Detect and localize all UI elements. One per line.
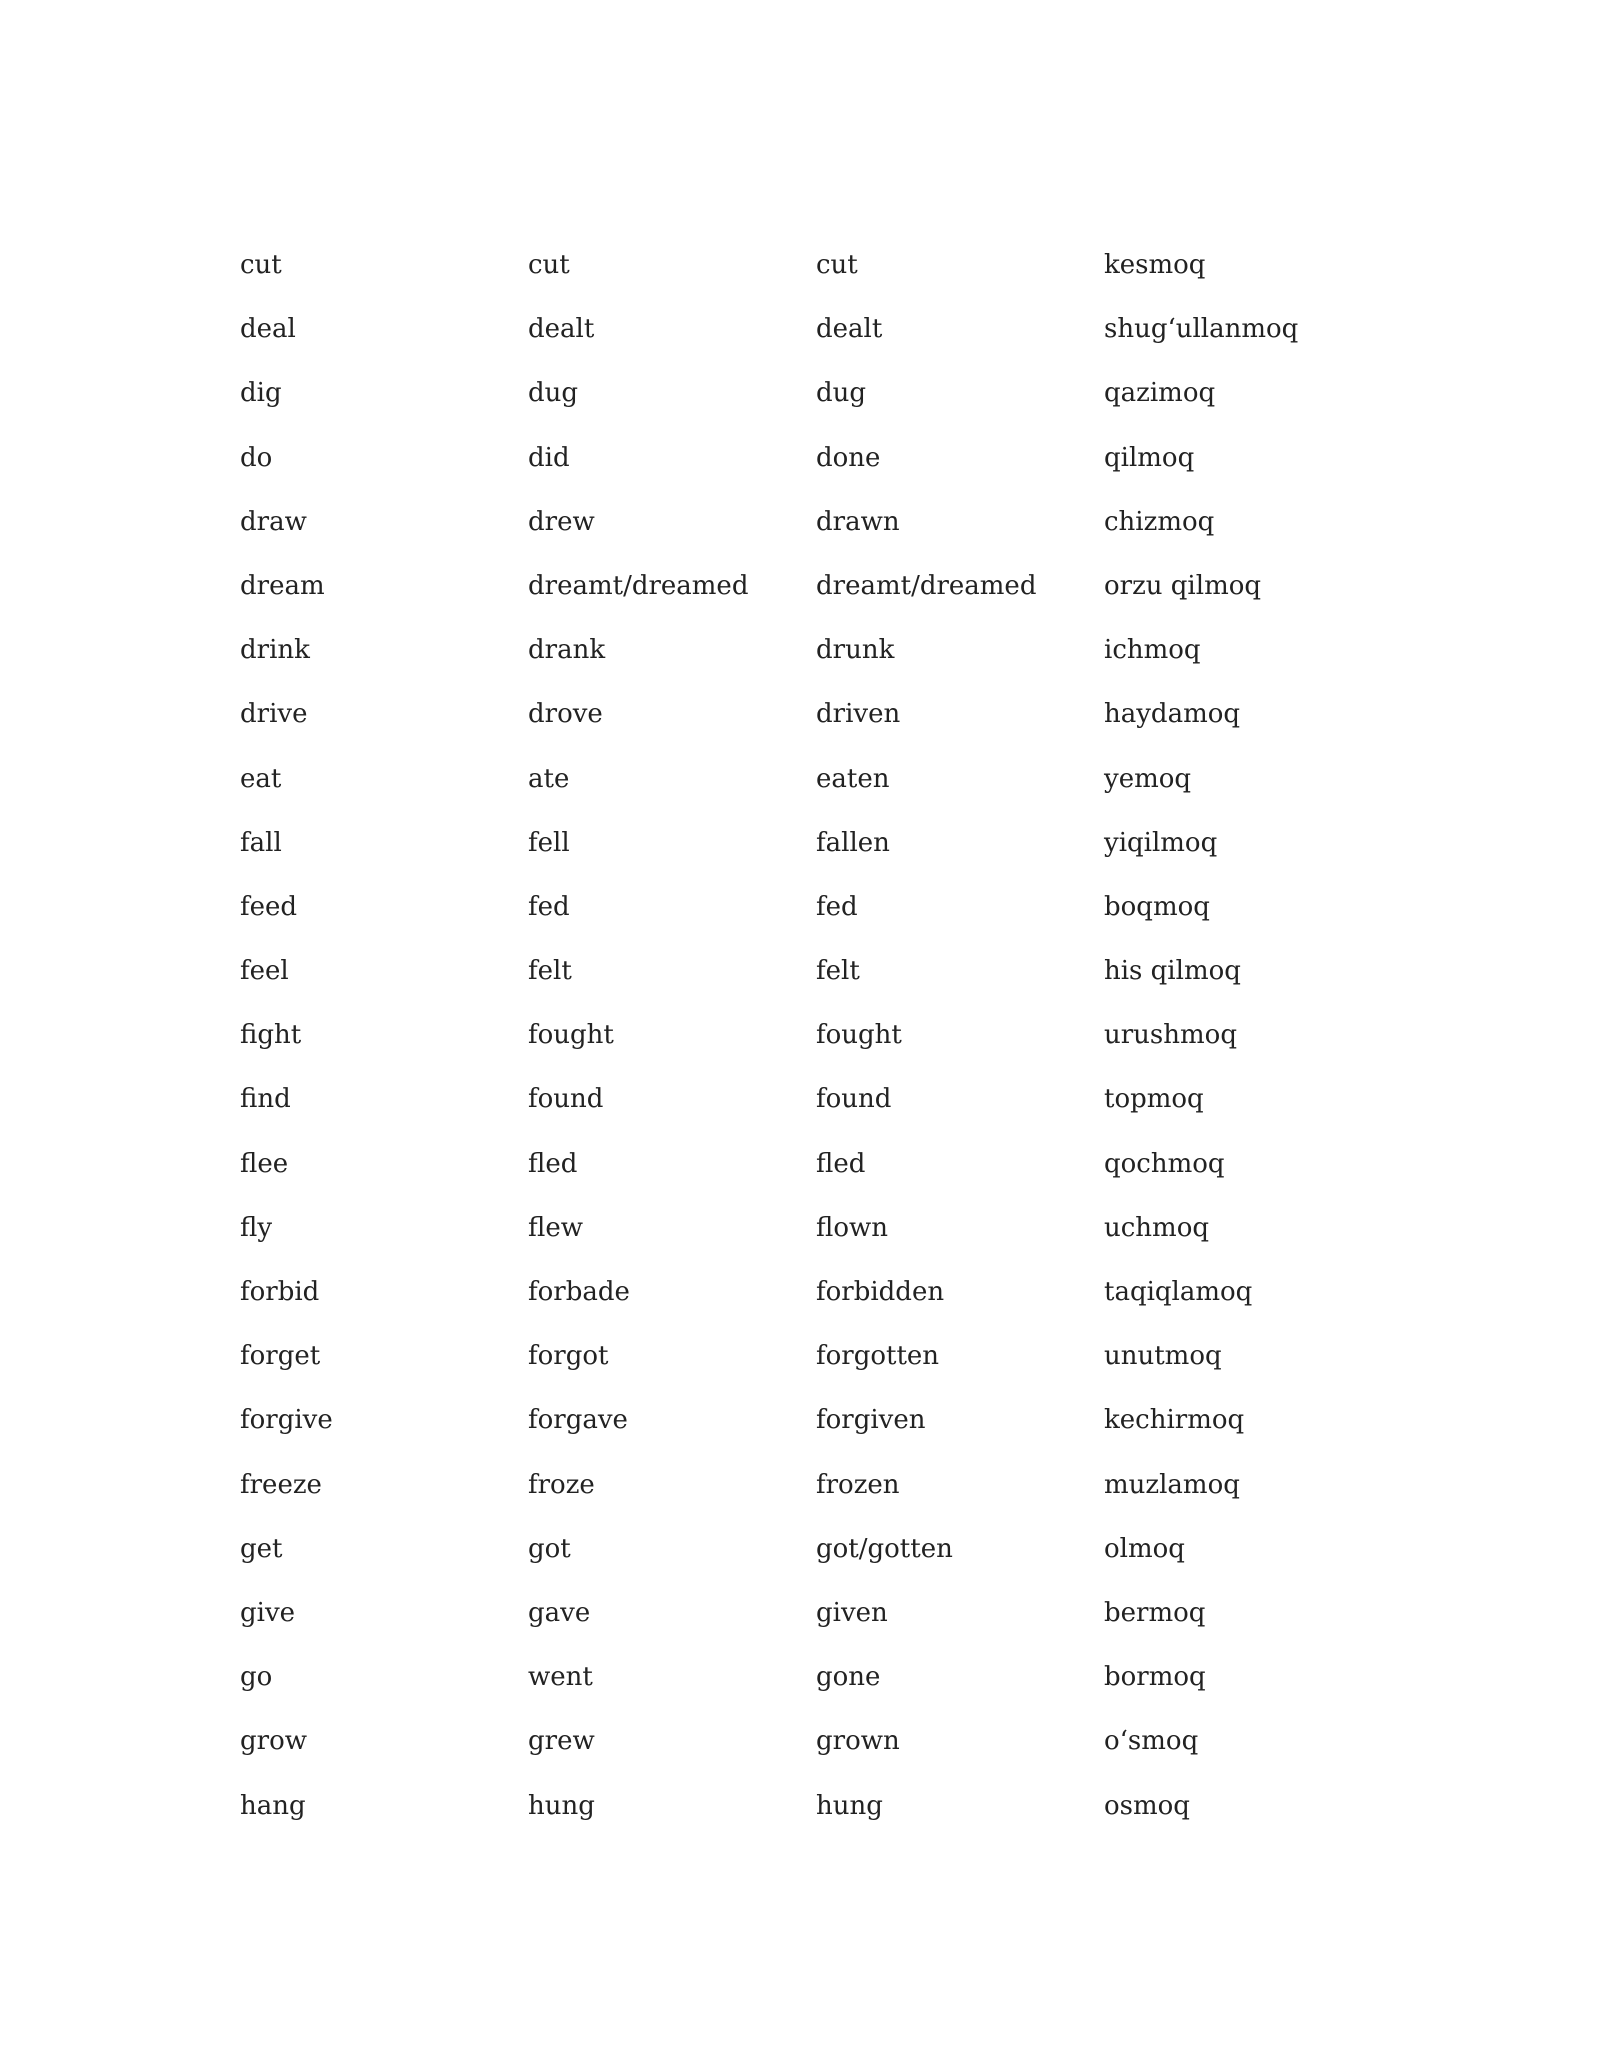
- translation-cell: topmoq: [1104, 1084, 1204, 1115]
- table-row: [240, 1082, 1370, 1146]
- base-form-cell: cut: [240, 250, 282, 280]
- base-form-cell: feel: [240, 956, 289, 987]
- table-row: [240, 1789, 1370, 1853]
- past-participle-cell: forgiven: [816, 1405, 926, 1436]
- table-row: [240, 441, 1370, 505]
- translation-cell: his qilmoq: [1104, 956, 1241, 987]
- base-form-cell: get: [240, 1533, 283, 1564]
- base-form-cell: draw: [240, 506, 307, 537]
- translation-cell: taqiqlamoq: [1104, 1277, 1253, 1307]
- table-row: [240, 1660, 1370, 1724]
- past-simple-cell: dug: [528, 378, 579, 409]
- base-form-cell: hang: [240, 1790, 306, 1821]
- table-row: [240, 697, 1370, 761]
- translation-cell: bormoq: [1104, 1662, 1206, 1693]
- translation-cell: kesmoq: [1104, 250, 1206, 280]
- translation-cell: unutmoq: [1104, 1341, 1222, 1372]
- table-row: [240, 633, 1370, 697]
- table-row: [240, 1147, 1370, 1211]
- past-simple-cell: gave: [528, 1597, 591, 1628]
- translation-cell: yiqilmoq: [1104, 827, 1218, 858]
- past-simple-cell: fought: [528, 1020, 614, 1051]
- translation-cell: urushmoq: [1104, 1020, 1237, 1051]
- base-form-cell: dig: [240, 378, 282, 409]
- past-participle-cell: got/gotten: [816, 1533, 953, 1564]
- past-simple-cell: froze: [528, 1469, 595, 1500]
- base-form-cell: drive: [240, 699, 308, 730]
- base-form-cell: fight: [240, 1020, 302, 1051]
- past-simple-cell: drank: [528, 635, 606, 666]
- past-simple-cell: forbade: [528, 1277, 630, 1307]
- translation-cell: shug‘ullanmoq: [1104, 314, 1299, 345]
- past-participle-cell: done: [816, 442, 881, 473]
- past-participle-cell: forbidden: [816, 1277, 945, 1307]
- table-row: [240, 954, 1370, 1018]
- translation-cell: ichmoq: [1104, 635, 1201, 666]
- table-row: [240, 1339, 1370, 1403]
- translation-cell: haydamoq: [1104, 699, 1241, 730]
- table-row: [240, 1211, 1370, 1275]
- past-participle-cell: drawn: [816, 506, 900, 537]
- base-form-cell: do: [240, 442, 273, 473]
- translation-cell: osmoq: [1104, 1790, 1190, 1821]
- base-form-cell: forbid: [240, 1277, 320, 1307]
- past-participle-cell: forgotten: [816, 1341, 940, 1372]
- past-participle-cell: fed: [816, 891, 858, 922]
- past-simple-cell: fed: [528, 891, 570, 922]
- base-form-cell: forgive: [240, 1405, 333, 1436]
- table-row: [240, 376, 1370, 440]
- past-participle-cell: fought: [816, 1020, 902, 1051]
- table-row: [240, 826, 1370, 890]
- past-simple-cell: fled: [528, 1148, 578, 1179]
- base-form-cell: go: [240, 1662, 273, 1693]
- base-form-cell: dream: [240, 570, 325, 601]
- translation-cell: bermoq: [1104, 1597, 1206, 1628]
- past-simple-cell: dreamt/dreamed: [528, 570, 749, 601]
- past-participle-cell: hung: [816, 1790, 883, 1821]
- past-participle-cell: driven: [816, 699, 901, 730]
- translation-cell: o‘smoq: [1104, 1726, 1199, 1757]
- past-simple-cell: hung: [528, 1790, 595, 1821]
- base-form-cell: feed: [240, 891, 298, 922]
- translation-cell: chizmoq: [1104, 506, 1215, 537]
- past-participle-cell: grown: [816, 1726, 900, 1757]
- base-form-cell: grow: [240, 1726, 307, 1757]
- past-participle-cell: drunk: [816, 635, 895, 666]
- table-row: [240, 1468, 1370, 1532]
- translation-cell: kechirmoq: [1104, 1405, 1245, 1436]
- past-simple-cell: drew: [528, 506, 595, 537]
- table-row: [240, 762, 1370, 826]
- past-simple-cell: flew: [528, 1212, 583, 1243]
- past-simple-cell: ate: [528, 763, 570, 794]
- table-row: [240, 312, 1370, 376]
- past-simple-cell: fell: [528, 827, 570, 858]
- base-form-cell: freeze: [240, 1469, 322, 1500]
- verb-table: [240, 248, 1370, 1853]
- translation-cell: qochmoq: [1104, 1148, 1225, 1179]
- past-simple-cell: drove: [528, 699, 603, 730]
- translation-cell: olmoq: [1104, 1533, 1185, 1564]
- translation-cell: qilmoq: [1104, 442, 1195, 473]
- past-participle-cell: cut: [816, 250, 858, 280]
- table-row: [240, 248, 1370, 312]
- past-simple-cell: went: [528, 1662, 593, 1693]
- past-participle-cell: felt: [816, 956, 860, 987]
- table-row: [240, 1724, 1370, 1788]
- past-simple-cell: cut: [528, 250, 570, 280]
- past-simple-cell: felt: [528, 956, 572, 987]
- table-row: [240, 1018, 1370, 1082]
- past-participle-cell: eaten: [816, 763, 890, 794]
- table-row: [240, 890, 1370, 954]
- base-form-cell: flee: [240, 1148, 289, 1179]
- base-form-cell: forget: [240, 1341, 321, 1372]
- base-form-cell: find: [240, 1084, 291, 1115]
- past-simple-cell: did: [528, 442, 570, 473]
- base-form-cell: fly: [240, 1212, 273, 1243]
- base-form-cell: eat: [240, 763, 282, 794]
- table-row: [240, 1596, 1370, 1660]
- past-participle-cell: dealt: [816, 314, 883, 345]
- table-row: [240, 1275, 1370, 1339]
- past-participle-cell: fled: [816, 1148, 866, 1179]
- translation-cell: boqmoq: [1104, 891, 1210, 922]
- base-form-cell: fall: [240, 827, 282, 858]
- table-row: [240, 1532, 1370, 1596]
- translation-cell: qazimoq: [1104, 378, 1216, 409]
- past-participle-cell: found: [816, 1084, 892, 1115]
- past-participle-cell: given: [816, 1597, 888, 1628]
- table-row: [240, 569, 1370, 633]
- past-simple-cell: grew: [528, 1726, 595, 1757]
- past-simple-cell: got: [528, 1533, 571, 1564]
- past-participle-cell: frozen: [816, 1469, 900, 1500]
- base-form-cell: deal: [240, 314, 296, 345]
- past-participle-cell: gone: [816, 1662, 881, 1693]
- base-form-cell: drink: [240, 635, 310, 666]
- base-form-cell: give: [240, 1597, 296, 1628]
- past-participle-cell: dug: [816, 378, 867, 409]
- past-participle-cell: fallen: [816, 827, 890, 858]
- translation-cell: uchmoq: [1104, 1212, 1210, 1243]
- past-simple-cell: found: [528, 1084, 604, 1115]
- translation-cell: orzu qilmoq: [1104, 570, 1262, 601]
- translation-cell: muzlamoq: [1104, 1469, 1240, 1500]
- past-simple-cell: forgave: [528, 1405, 628, 1436]
- past-participle-cell: flown: [816, 1212, 888, 1243]
- table-row: [240, 1403, 1370, 1467]
- past-participle-cell: dreamt/dreamed: [816, 570, 1037, 601]
- past-simple-cell: dealt: [528, 314, 595, 345]
- translation-cell: yemoq: [1104, 763, 1192, 794]
- table-row: [240, 505, 1370, 569]
- past-simple-cell: forgot: [528, 1341, 609, 1372]
